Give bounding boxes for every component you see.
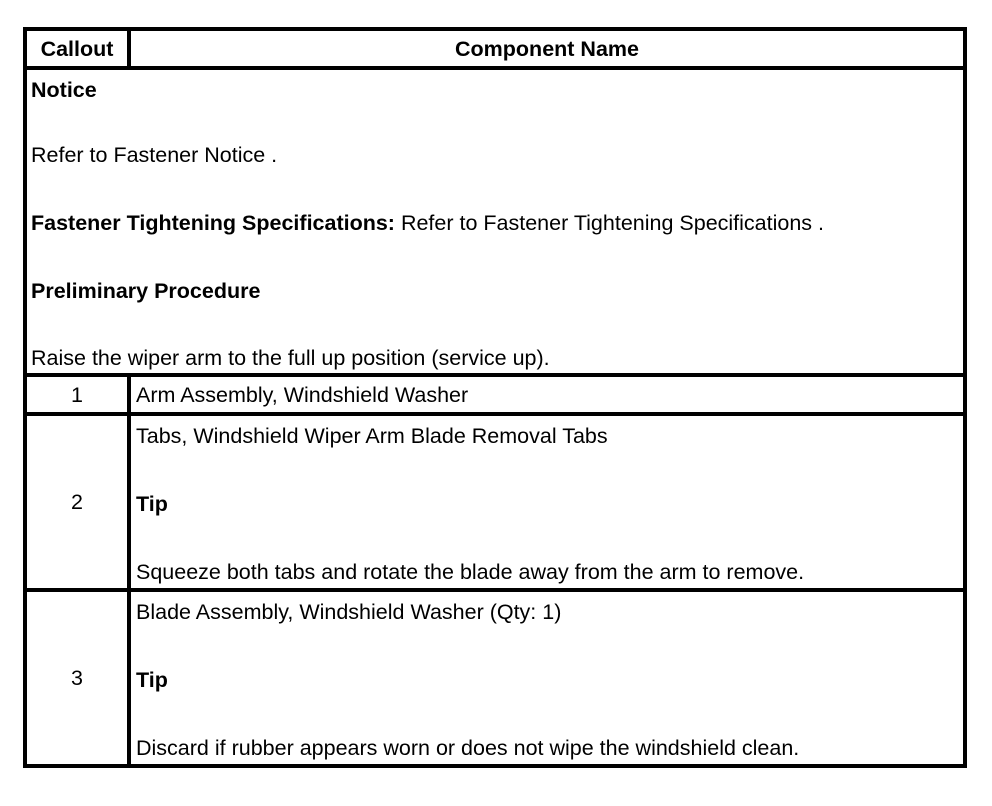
component-name-header: Component Name	[129, 29, 965, 68]
header-row	[25, 29, 965, 68]
tip-text: Discard if rubber appears worn or does not wipe the windshield clean.	[136, 736, 800, 760]
preliminary-text: Raise the wiper arm to the full up position (service up).	[31, 346, 550, 370]
intro-row	[25, 68, 965, 375]
table-row	[25, 375, 965, 414]
table-row	[25, 414, 965, 590]
notice-text: Refer to Fastener Notice .	[31, 143, 278, 167]
tip-text: Squeeze both tabs and rotate the blade away from the arm to remove.	[136, 560, 805, 584]
component-name: Tabs, Windshield Wiper Arm Blade Removal Tabs	[136, 424, 608, 448]
component-name: Blade Assembly, Windshield Washer (Qty: 1)	[136, 600, 562, 624]
tip-label: Tip	[136, 492, 168, 516]
callout-number: 2	[25, 414, 129, 590]
table-row	[25, 590, 965, 766]
fastener-spec-text: Refer to Fastener Tightening Specifications .	[394, 211, 825, 235]
component-table	[23, 27, 967, 768]
component-name: Arm Assembly, Windshield Washer	[129, 375, 965, 414]
fastener-spec-line	[31, 202, 959, 270]
callout-number: 3	[25, 590, 129, 766]
component-cell	[129, 590, 965, 766]
callout-header: Callout	[25, 29, 129, 68]
preliminary-heading: Preliminary Procedure	[31, 279, 261, 303]
fastener-spec-label: Fastener Tightening Specifications:	[31, 211, 395, 235]
tip-label: Tip	[136, 668, 168, 692]
notice-heading: Notice	[31, 78, 97, 102]
callout-number: 1	[25, 375, 129, 414]
intro-cell	[25, 68, 965, 375]
component-cell	[129, 414, 965, 590]
